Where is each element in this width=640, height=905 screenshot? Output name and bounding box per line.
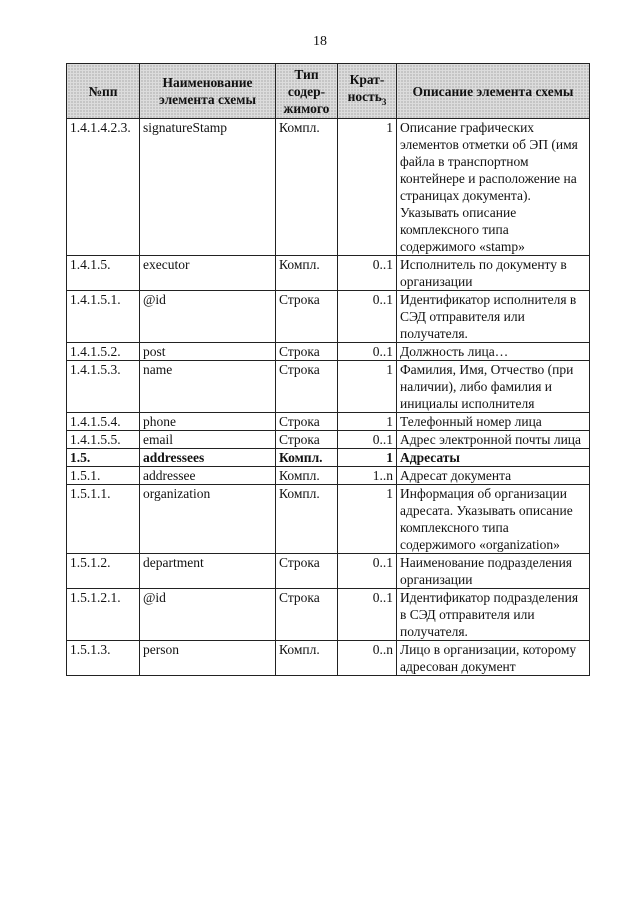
row-num: 1.5.1.3. [67, 641, 140, 676]
table-row [67, 361, 590, 413]
table-row [67, 431, 590, 449]
row-num: 1.5.1.1. [67, 485, 140, 554]
element-name: organization [140, 485, 276, 554]
element-name: @id [140, 291, 276, 343]
row-num: 1.5.1.2. [67, 554, 140, 589]
row-num: 1.5.1. [67, 467, 140, 485]
content-type: Компл. [276, 467, 338, 485]
table-row [67, 119, 590, 256]
element-name: phone [140, 413, 276, 431]
content-type: Компл. [276, 641, 338, 676]
cardinality: 1 [338, 413, 397, 431]
cardinality: 1 [338, 119, 397, 256]
row-num: 1.4.1.4.2.3. [67, 119, 140, 256]
table-row [67, 467, 590, 485]
element-name: post [140, 343, 276, 361]
content-type: Строка [276, 361, 338, 413]
content-type: Строка [276, 291, 338, 343]
element-description: Фамилия, Имя, Отчество (при наличии), либо фамилия и инициалы исполнителя [397, 361, 590, 413]
element-description: Должность лица… [397, 343, 590, 361]
element-description: Лицо в организации, которому адресован документ [397, 641, 590, 676]
element-name: person [140, 641, 276, 676]
header-cardinality-label: Крат-ность [347, 72, 385, 104]
content-type: Компл. [276, 256, 338, 291]
element-description: Идентификатор исполнителя в СЭД отправителя или получателя. [397, 291, 590, 343]
element-name: addressees [140, 449, 276, 467]
schema-table [66, 63, 590, 676]
header-type: Тип содер-жимого [276, 64, 338, 119]
element-name: email [140, 431, 276, 449]
header-description: Описание элемента схемы [397, 64, 590, 119]
content-type: Строка [276, 413, 338, 431]
content-type: Строка [276, 589, 338, 641]
cardinality: 0..n [338, 641, 397, 676]
row-num: 1.5.1.2.1. [67, 589, 140, 641]
row-num: 1.4.1.5. [67, 256, 140, 291]
element-description: Адрес электронной почты лица [397, 431, 590, 449]
content-type: Строка [276, 343, 338, 361]
row-num: 1.5. [67, 449, 140, 467]
element-description: Описание графических элементов отметки об ЭП (имя файла в транспортном контейнере и расположение на страницах документа). Указывать описание комплексного типа содержимого «stamp» [397, 119, 590, 256]
table-row [67, 413, 590, 431]
element-description: Информация об организации адресата. Указывать описание комплексного типа содержимого «organization» [397, 485, 590, 554]
content-type: Компл. [276, 449, 338, 467]
table-row [67, 554, 590, 589]
header-name: Наименование элемента схемы [140, 64, 276, 119]
header-cardinality-footnote: 3 [381, 97, 387, 107]
table-header-row [67, 64, 590, 119]
element-name: name [140, 361, 276, 413]
element-description: Адресат документа [397, 467, 590, 485]
header-cardinality [338, 64, 397, 119]
cardinality: 0..1 [338, 554, 397, 589]
row-num: 1.4.1.5.4. [67, 413, 140, 431]
content-type: Строка [276, 554, 338, 589]
element-description: Телефонный номер лица [397, 413, 590, 431]
element-description: Адресаты [397, 449, 590, 467]
table-row [67, 589, 590, 641]
element-name: @id [140, 589, 276, 641]
cardinality: 0..1 [338, 431, 397, 449]
row-num: 1.4.1.5.3. [67, 361, 140, 413]
row-num: 1.4.1.5.5. [67, 431, 140, 449]
element-name: signatureStamp [140, 119, 276, 256]
content-type: Компл. [276, 119, 338, 256]
element-description: Идентификатор подразделения в СЭД отправителя или получателя. [397, 589, 590, 641]
element-name: executor [140, 256, 276, 291]
row-num: 1.4.1.5.2. [67, 343, 140, 361]
cardinality: 1 [338, 361, 397, 413]
header-num: №пп [67, 64, 140, 119]
table-row [67, 256, 590, 291]
table-row [67, 641, 590, 676]
element-name: department [140, 554, 276, 589]
cardinality: 0..1 [338, 589, 397, 641]
cardinality: 0..1 [338, 343, 397, 361]
table-row [67, 291, 590, 343]
cardinality: 0..1 [338, 256, 397, 291]
element-name: addressee [140, 467, 276, 485]
table-row [67, 485, 590, 554]
element-description: Наименование подразделения организации [397, 554, 590, 589]
content-type: Строка [276, 431, 338, 449]
table-row [67, 343, 590, 361]
row-num: 1.4.1.5.1. [67, 291, 140, 343]
element-description: Исполнитель по документу в организации [397, 256, 590, 291]
cardinality: 1 [338, 485, 397, 554]
table-row [67, 449, 590, 467]
cardinality: 0..1 [338, 291, 397, 343]
cardinality: 1 [338, 449, 397, 467]
content-type: Компл. [276, 485, 338, 554]
cardinality: 1..n [338, 467, 397, 485]
page-number: 18 [313, 34, 327, 49]
